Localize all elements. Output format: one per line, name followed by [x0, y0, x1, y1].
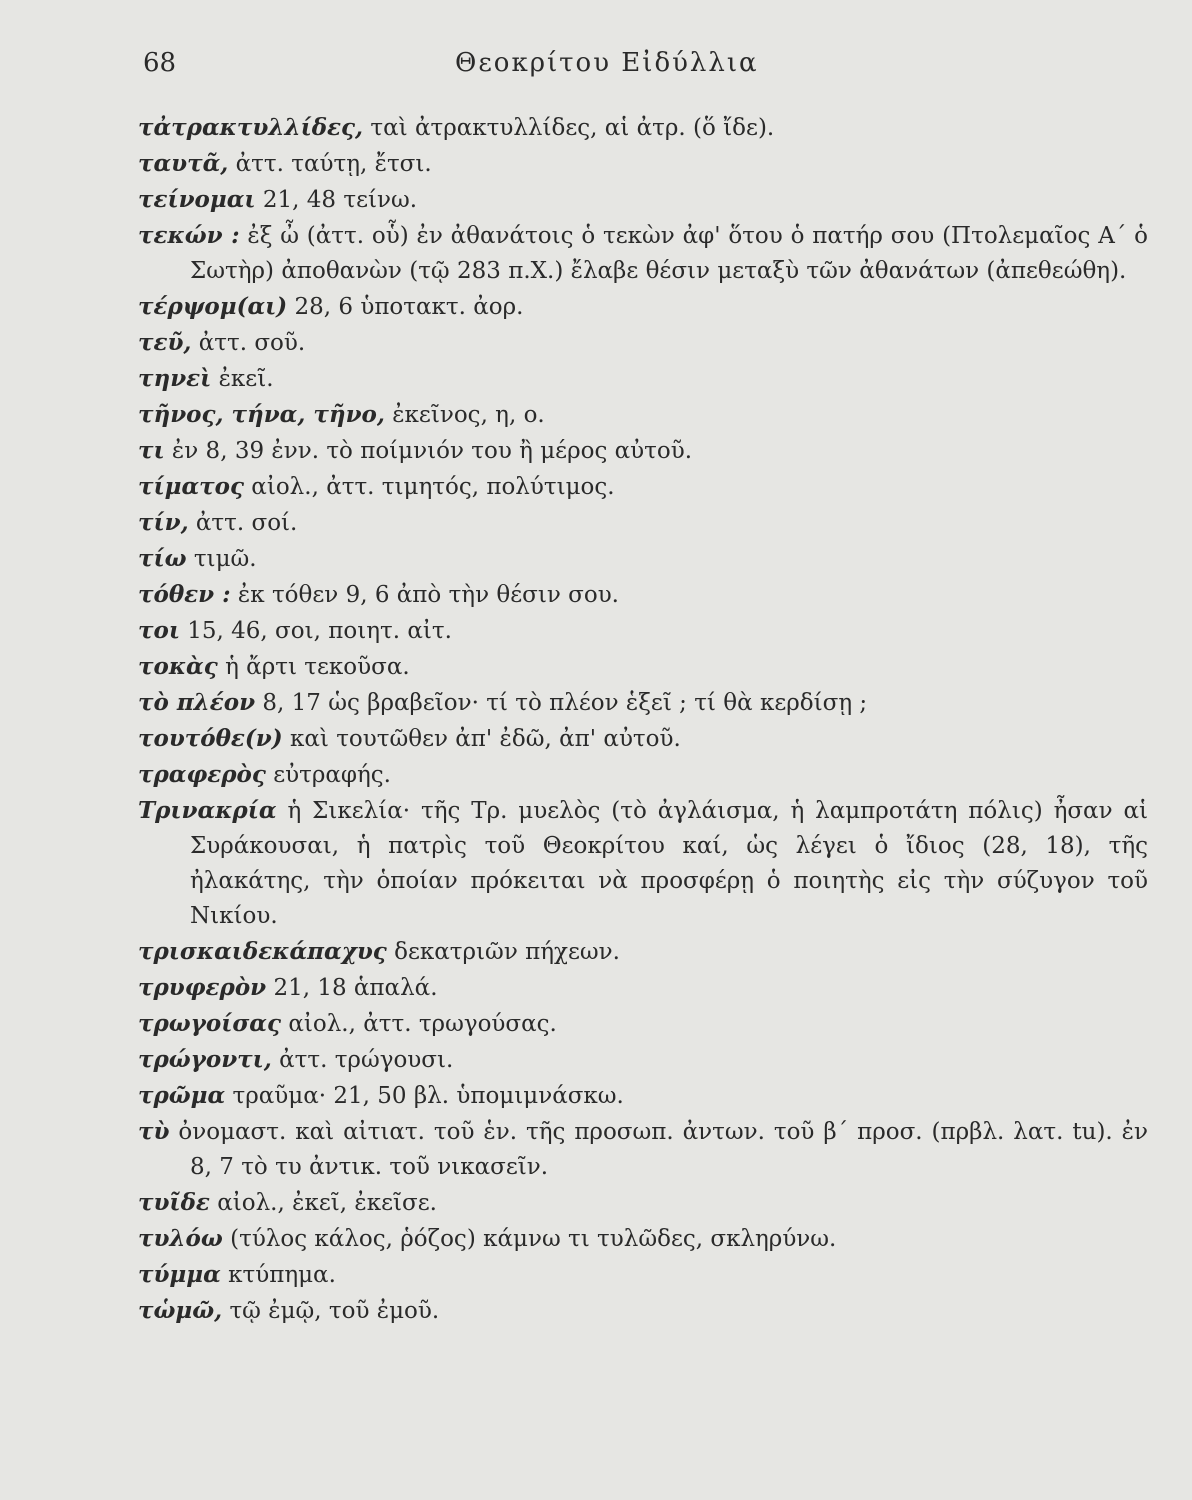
entry-definition: αἰολ., ἀττ. τιμητός, πολύτιμος. — [251, 474, 615, 500]
entry-lemma: τραφερὸς — [138, 761, 266, 788]
entry-lemma: τουτόθε(ν) — [138, 725, 283, 752]
glossary-entry — [138, 757, 1148, 793]
entry-lemma: τοι — [138, 617, 180, 644]
glossary-body — [138, 110, 1148, 1329]
entry-lemma: τέρψομ(αι) — [138, 293, 288, 320]
entry-lemma: τρωγοίσας — [138, 1010, 281, 1037]
entry-definition: ταὶ ἀτρακτυλλίδες, αἱ ἀτρ. (ὅ ἴδε). — [370, 115, 775, 141]
entry-definition: 21, 48 τείνω. — [262, 187, 418, 213]
glossary-entry — [138, 649, 1148, 685]
glossary-entry — [138, 793, 1148, 934]
glossary-entry — [138, 469, 1148, 505]
entry-definition: 8, 17 ὡς βραβεῖον· τί τὸ πλέον ἑξεῖ ; τί θὰ κερδίσῃ ; — [262, 690, 868, 716]
entry-definition: κτύπημα. — [228, 1262, 336, 1288]
entry-definition: δεκατριῶν πήχεων. — [394, 939, 620, 965]
entry-lemma: τοκὰς — [138, 653, 218, 680]
glossary-entry — [138, 1114, 1148, 1185]
glossary-entry — [138, 721, 1148, 757]
running-title: Θεοκρίτου Εἰδύλλια — [455, 48, 759, 78]
entry-lemma: τηνεὶ — [138, 365, 212, 392]
glossary-entry — [138, 577, 1148, 613]
entry-lemma: τρισκαιδεκάπαχυς — [138, 938, 387, 965]
entry-definition: ὀνομαστ. καὶ αἰτιατ. τοῦ ἑν. τῆς προσωπ. ἀντων. τοῦ β΄ προσ. (πρβλ. λατ. tu). ἐν 8, 7 τὸ τυ ἀντικ. τοῦ νικασεῖν. — [178, 1119, 1148, 1180]
entry-definition: ἡ Σικελία· τῆς Τρ. μυελὸς (τὸ ἀγλάισμα, ἡ λαμπροτάτη πόλις) ἦσαν αἱ Συράκουσαι, ἡ πατρὶς τοῦ Θεοκρίτου καί, ὡς λέγει ὁ ἴδιος (28, 18), τῆς ἠλακάτης, τὴν ὁποίαν πρόκειται νὰ προσφέρῃ ὁ ποιητὴς εἰς τὴν σύζυγον τοῦ Νικίου. — [190, 798, 1148, 929]
entry-definition: αἰολ., ἐκεῖ, ἐκεῖσε. — [217, 1190, 437, 1216]
entry-lemma: τίω — [138, 545, 187, 572]
entry-definition: ἡ ἄρτι τεκοῦσα. — [225, 654, 410, 680]
entry-lemma: τείνομαι — [138, 186, 256, 213]
entry-lemma: τόθεν : — [138, 581, 231, 608]
glossary-entry — [138, 433, 1148, 469]
entry-definition: τῷ ἐμῷ, τοῦ ἐμοῦ. — [229, 1298, 440, 1324]
glossary-entry — [138, 110, 1148, 146]
entry-lemma: τὸ πλέον — [138, 689, 256, 716]
entry-definition: ἐκεῖ. — [218, 366, 274, 392]
glossary-entry — [138, 1257, 1148, 1293]
glossary-entry — [138, 1185, 1148, 1221]
entry-definition: ἐκεῖνος, η, ο. — [392, 402, 545, 428]
glossary-entry — [138, 146, 1148, 182]
entry-definition: ἀττ. ταύτῃ, ἔτσι. — [235, 151, 432, 177]
glossary-entry — [138, 1078, 1148, 1114]
glossary-entry — [138, 934, 1148, 970]
entry-definition: καὶ τουτῶθεν ἀπ' ἐδῶ, ἀπ' αὐτοῦ. — [289, 726, 681, 752]
glossary-entry — [138, 541, 1148, 577]
glossary-entry — [138, 182, 1148, 218]
glossary-entry — [138, 1042, 1148, 1078]
entry-definition: ἐκ τόθεν 9, 6 ἀπὸ τὴν θέσιν σου. — [237, 582, 619, 608]
entry-lemma: Τρινακρία — [138, 797, 277, 824]
glossary-entry — [138, 970, 1148, 1006]
entry-lemma: τρῶμα — [138, 1082, 226, 1109]
entry-definition: τραῦμα· 21, 50 βλ. ὑπομιμνάσκω. — [232, 1083, 624, 1109]
glossary-entry — [138, 1293, 1148, 1329]
entry-definition: ἀττ. σοί. — [195, 510, 298, 536]
glossary-entry — [138, 613, 1148, 649]
entry-lemma: τεκών : — [138, 222, 240, 249]
entry-definition: 28, 6 ὑποτακτ. ἀορ. — [294, 294, 524, 320]
glossary-entry — [138, 218, 1148, 289]
glossary-entry — [138, 289, 1148, 325]
entry-lemma: τρυφερὸν — [138, 974, 267, 1001]
entry-lemma: τίματος — [138, 473, 244, 500]
glossary-entry — [138, 1006, 1148, 1042]
entry-lemma: τὺ — [138, 1118, 170, 1145]
glossary-entry — [138, 1221, 1148, 1257]
glossary-entry — [138, 325, 1148, 361]
entry-lemma: τύμμα — [138, 1261, 221, 1288]
entry-lemma: τἀτρακτυλλίδες, — [138, 114, 364, 141]
page-header — [0, 48, 1192, 84]
glossary-entry — [138, 397, 1148, 433]
entry-lemma: τεῦ, — [138, 329, 192, 356]
entry-definition: (τύλος κάλος, ῥόζος) κάμνω τι τυλῶδες, σκληρύνω. — [230, 1226, 837, 1252]
entry-lemma: τῆνος, τήνα, τῆνο, — [138, 401, 385, 428]
entry-lemma: τυλόω — [138, 1225, 223, 1252]
entry-definition: 15, 46, σοι, ποιητ. αἰτ. — [187, 618, 452, 644]
page-number: 68 — [143, 48, 177, 78]
entry-lemma: τὡμῶ, — [138, 1297, 223, 1324]
entry-definition: ἀττ. τρώγουσι. — [279, 1047, 454, 1073]
entry-definition: αἰολ., ἀττ. τρωγούσας. — [288, 1011, 557, 1037]
glossary-entry — [138, 685, 1148, 721]
entry-lemma: τυῖδε — [138, 1189, 210, 1216]
entry-lemma: τρώγοντι, — [138, 1046, 272, 1073]
entry-definition: 21, 18 ἁπαλά. — [273, 975, 438, 1001]
entry-lemma: ταυτᾶ, — [138, 150, 229, 177]
glossary-entry — [138, 361, 1148, 397]
entry-lemma: τι — [138, 437, 165, 464]
entry-definition: εὐτραφής. — [273, 762, 391, 788]
entry-definition: τιμῶ. — [193, 546, 257, 572]
entry-definition: ἀττ. σοῦ. — [198, 330, 306, 356]
entry-definition: ἐξ ὦ (ἀττ. οὗ) ἐν ἀθανάτοις ὁ τεκὼν ἀφ' ὅτου ὁ πατήρ σου (Πτολεμαῖος Α΄ ὁ Σωτὴρ) ἀποθανὼν (τῷ 283 π.Χ.) ἔλαβε θέσιν μεταξὺ τῶν ἀθανάτων (ἀπεθεώθη). — [190, 223, 1148, 284]
glossary-entry — [138, 505, 1148, 541]
entry-lemma: τίν, — [138, 509, 189, 536]
entry-definition: ἐν 8, 39 ἐνν. τὸ ποίμνιόν του ἢ μέρος αὐτοῦ. — [171, 438, 693, 464]
